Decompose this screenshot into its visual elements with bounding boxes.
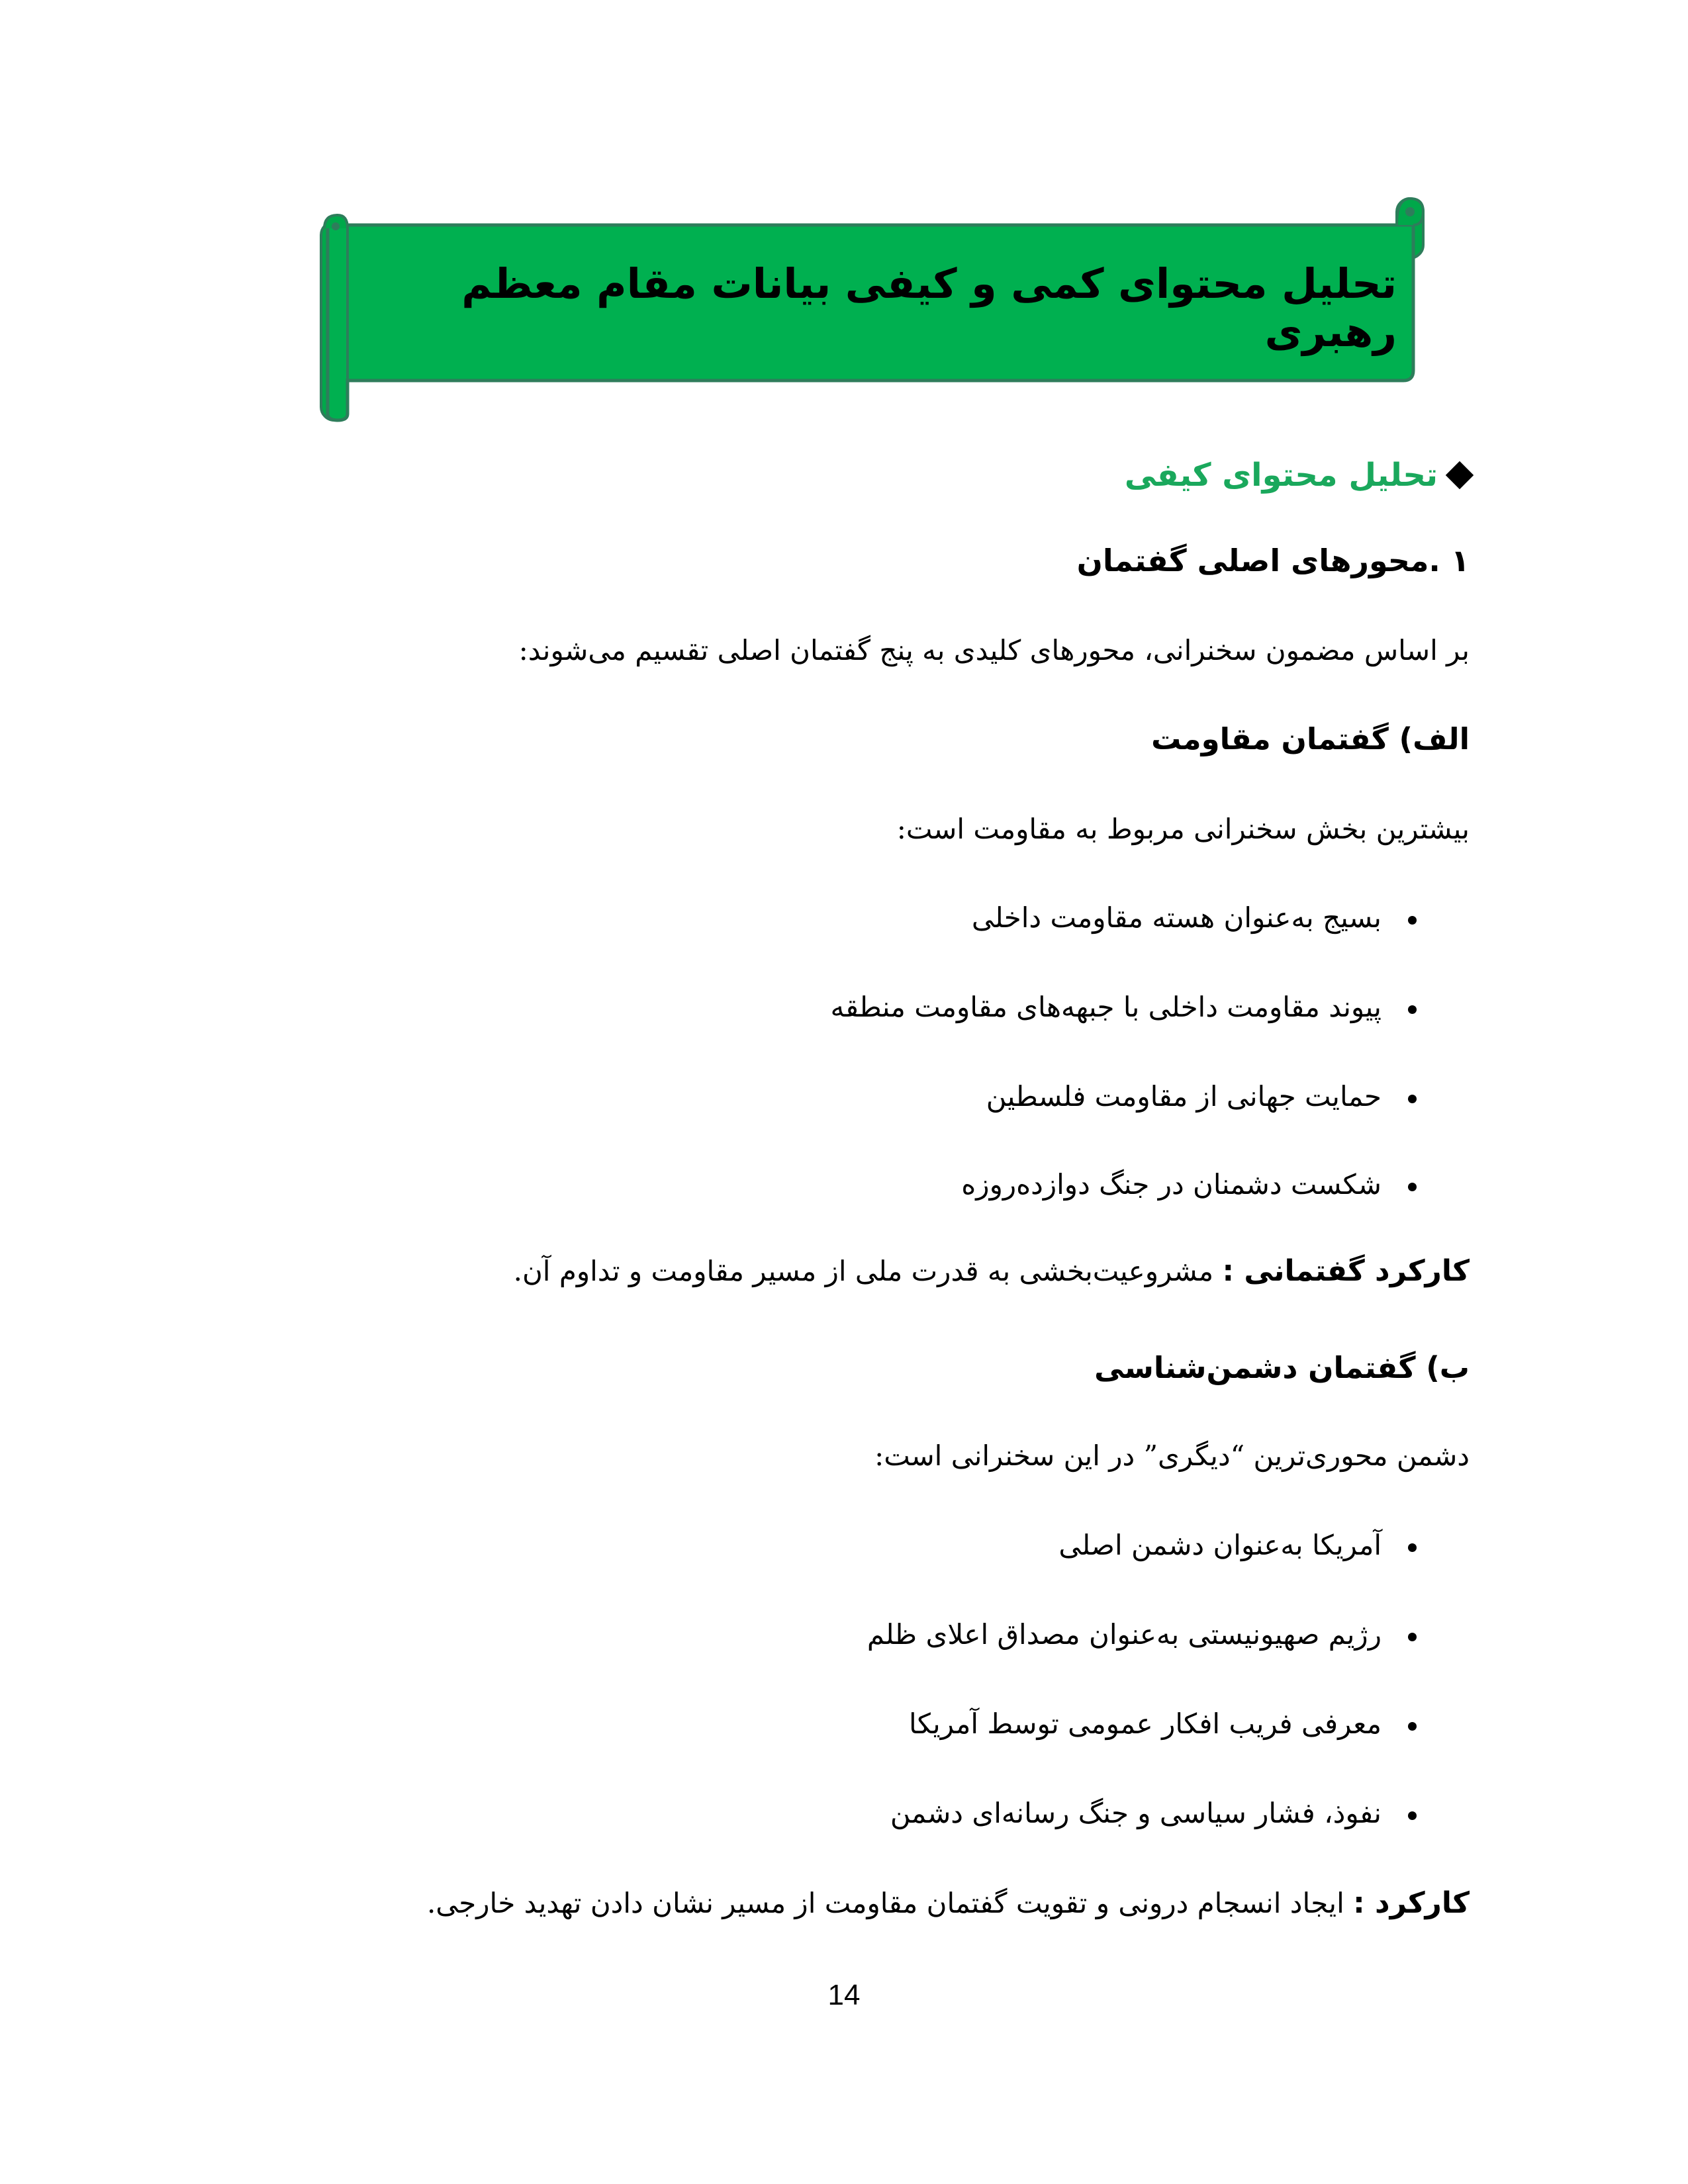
page-number: 14 — [827, 1979, 861, 2011]
list-item — [986, 1080, 1417, 1113]
list-item — [867, 1618, 1417, 1651]
list-item-text: شکست دشمنان در جنگ دوازده‌روزه — [961, 1168, 1382, 1201]
diamond-bullet-icon — [1446, 461, 1474, 489]
discourse-a-intro: بیشترین بخش سخنرانی مربوط به مقاومت است: — [896, 813, 1470, 845]
list-item-text: بسیج به‌عنوان هسته مقاومت داخلی — [971, 901, 1382, 934]
bullet-icon — [1408, 1722, 1417, 1731]
bullet-icon — [1408, 1543, 1417, 1552]
list-item — [890, 1797, 1417, 1829]
subsection-intro: بر اساس مضمون سخنرانی، محورهای کلیدی به پنج گفتمان اصلی تقسیم می‌شوند: — [518, 634, 1470, 666]
bullet-icon — [1408, 1095, 1417, 1103]
list-item-text: پیوند مقاومت داخلی با جبهه‌های مقاومت منطقه — [830, 991, 1382, 1023]
discourse-b-function — [427, 1886, 1470, 1920]
banner-title: تحلیل محتوای کمی و کیفی بیانات مقام معظم رهبری — [461, 259, 1397, 356]
bullet-icon — [1408, 1183, 1417, 1191]
section-heading-text: تحلیل محتوای کیفی — [1124, 457, 1438, 494]
function-text: ایجاد انسجام درونی و تقویت گفتمان مقاومت از مسیر نشان دادن تهدید خارجی. — [426, 1887, 1344, 1919]
discourse-b-intro: دشمن محوری‌ترین “دیگری” در این سخنرانی است: — [874, 1439, 1470, 1472]
list-item-text: معرفی فریب افکار عمومی توسط آمریکا — [909, 1707, 1382, 1740]
function-label: کارکرد : — [1353, 1886, 1470, 1920]
discourse-b-heading: ب) گفتمان دشمن‌شناسی — [1094, 1350, 1470, 1385]
discourse-a-function — [514, 1254, 1470, 1288]
bullet-icon — [1408, 1811, 1417, 1820]
subsection-heading: ۱ .محورهای اصلی گفتمان — [1076, 543, 1470, 578]
list-item — [1058, 1529, 1417, 1561]
function-label: کارکرد گفتمانی : — [1222, 1254, 1470, 1288]
section-heading — [1125, 457, 1470, 494]
list-item-text: آمریکا به‌عنوان دشمن اصلی — [1058, 1529, 1382, 1561]
list-item-text: حمایت جهانی از مقاومت فلسطین — [986, 1080, 1382, 1113]
list-item-text: نفوذ، فشار سیاسی و جنگ رسانه‌ای دشمن — [890, 1797, 1382, 1829]
bullet-icon — [1408, 1005, 1417, 1014]
list-item — [909, 1707, 1417, 1740]
title-banner — [311, 185, 1436, 437]
list-item-text: رژیم صهیونیستی به‌عنوان مصداق اعلای ظلم — [867, 1618, 1382, 1651]
bullet-icon — [1408, 916, 1417, 925]
discourse-a-heading: الف) گفتمان مقاومت — [1151, 721, 1470, 756]
list-item — [972, 901, 1417, 934]
function-text: مشروعیت‌بخشی به قدرت ملی از مسیر مقاومت و تداوم آن. — [513, 1255, 1214, 1287]
list-item — [831, 991, 1417, 1023]
bullet-icon — [1408, 1633, 1417, 1641]
list-item — [961, 1168, 1417, 1201]
